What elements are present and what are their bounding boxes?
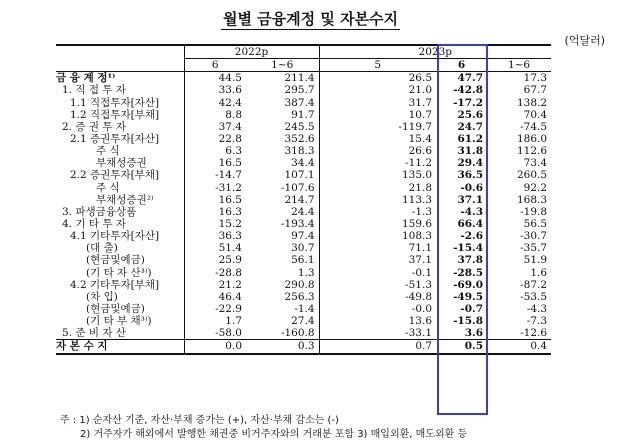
cell-value: 97.4	[291, 230, 315, 243]
cell-value: -49.5	[453, 290, 484, 303]
cell-value: 256.3	[284, 290, 315, 303]
cell-value: -51.3	[319, 279, 436, 291]
table-row	[56, 303, 551, 315]
cell-value: -30.7	[520, 230, 548, 243]
unit-label: (억달러)	[564, 34, 605, 47]
header-col: 1~6	[487, 59, 551, 72]
cell-value: -1.3	[319, 206, 436, 218]
table-row	[56, 218, 551, 230]
cell-value: 24.4	[291, 205, 315, 218]
cell-value: 71.1	[319, 242, 436, 254]
cell-value: -4.3	[460, 205, 484, 218]
cell-value: 24.7	[457, 120, 484, 133]
row-label: 2.1 증권투자[자산]	[70, 133, 160, 146]
cell-value: 16.5	[184, 157, 246, 169]
cell-value: 245.5	[284, 120, 315, 133]
row-label: 자 본 수 지	[56, 340, 184, 354]
row-label: (기 타 자 산³⁾)	[86, 266, 152, 279]
page-title: 월별 금융계정 및 자본수지	[222, 10, 399, 28]
cell-value: 15.2	[184, 218, 246, 230]
cell-value: 159.6	[319, 218, 436, 230]
table-row	[56, 279, 551, 291]
cell-value: 56.1	[291, 254, 315, 267]
header-col: 6	[436, 59, 487, 72]
cell-value: -87.2	[520, 278, 548, 291]
table-row	[56, 133, 551, 145]
cell-value: 17.3	[523, 72, 548, 85]
header-col: 5	[319, 59, 436, 72]
table-row	[56, 182, 551, 194]
cell-value: 113.3	[319, 194, 436, 206]
cell-value: 1.3	[297, 266, 315, 279]
header-blank	[56, 45, 184, 59]
cell-value: 26.5	[319, 72, 436, 85]
cell-value: 26.6	[319, 145, 436, 157]
table-row	[56, 327, 551, 340]
cell-value: 34.4	[291, 157, 315, 170]
cell-value: 37.8	[457, 254, 484, 267]
row-label: 4.2 기타투자[부채]	[70, 278, 160, 291]
cell-value: 1.6	[530, 266, 548, 279]
cell-value: -28.8	[184, 267, 246, 279]
table-row	[56, 109, 551, 121]
row-label: 4.1 기타투자[자산]	[70, 230, 160, 243]
cell-value: 25.9	[184, 254, 246, 266]
cell-value: -74.5	[520, 120, 548, 133]
cell-value: 8.8	[184, 109, 246, 121]
cell-value: 46.4	[184, 291, 246, 303]
cell-value: -15.8	[453, 315, 484, 328]
cell-value: 21.8	[319, 182, 436, 194]
cell-value: 51.4	[184, 242, 246, 254]
cell-value: 22.8	[184, 133, 246, 145]
cell-value: 1.7	[184, 315, 246, 327]
cell-value: -69.0	[453, 278, 484, 291]
row-label: (차 입)	[86, 290, 118, 303]
header-year-2022: 2022p	[184, 45, 319, 59]
table-row	[56, 194, 551, 206]
cell-value: 61.2	[457, 133, 484, 146]
row-label: 4. 기 타 투 자	[62, 218, 126, 231]
cell-value: 44.5	[184, 72, 246, 85]
cell-value: -0.0	[319, 303, 436, 315]
cell-value: -12.6	[487, 327, 551, 340]
cell-value: -0.7	[460, 303, 484, 316]
cell-value: -31.2	[184, 182, 246, 194]
cell-value: 21.2	[184, 279, 246, 291]
cell-value: 30.7	[291, 242, 315, 255]
row-label: 1. 직 접 투 자	[62, 84, 126, 97]
row-label: (기 타 부 채³⁾)	[86, 315, 152, 328]
table-row	[56, 291, 551, 303]
cell-value: -11.2	[319, 157, 436, 169]
row-label: (대 출)	[86, 242, 118, 255]
cell-value: 37.1	[319, 254, 436, 266]
cell-value: -119.7	[319, 121, 436, 133]
footnote-line: 주 : 1) 순자산 기준, 자산·부채 증가는 (+), 자산·부채 감소는 (-)	[60, 415, 339, 426]
cell-value: 70.4	[523, 108, 548, 121]
row-label: 2. 증 권 투 자	[62, 120, 126, 133]
cell-value: 33.6	[184, 84, 246, 96]
row-label: 1.2 직접투자[부채]	[70, 108, 160, 121]
cell-value: 56.5	[523, 218, 548, 231]
row-label: 주 식	[96, 181, 120, 194]
row-label: (현금및예금)	[86, 254, 145, 267]
row-label: (현금및예금)	[86, 303, 145, 316]
cell-value: 91.7	[291, 108, 315, 121]
cell-value: 31.7	[319, 97, 436, 109]
cell-value: -58.0	[184, 327, 246, 340]
cell-value: 36.3	[184, 230, 246, 242]
cell-value: 260.5	[516, 169, 548, 182]
row-label: 5. 준 비 자 산	[56, 327, 184, 340]
cell-value: -1.4	[294, 303, 315, 316]
financial-account-table	[56, 44, 551, 355]
table-row	[56, 230, 551, 242]
cell-value: 51.9	[523, 254, 548, 267]
cell-value: -22.9	[184, 303, 246, 315]
footnote-line: 2) 거주자가 해외에서 발행한 채권중 비거주자와의 거래분 포함 3) 매입외환, 매도외환 등	[80, 429, 468, 440]
table-row	[56, 121, 551, 133]
table-row	[56, 145, 551, 157]
cell-value: -15.4	[453, 242, 484, 255]
footnotes	[60, 414, 467, 442]
cell-value: 31.8	[457, 145, 484, 158]
cell-value: -28.5	[453, 266, 484, 279]
cell-value: 27.4	[291, 315, 315, 328]
cell-value: 73.4	[523, 157, 548, 170]
cell-value: 67.7	[523, 84, 548, 97]
cell-value: -7.3	[526, 315, 548, 328]
cell-value: 138.2	[516, 96, 548, 109]
cell-value: -107.6	[280, 181, 315, 194]
header-col: 6	[184, 59, 246, 72]
cell-value: 47.7	[457, 72, 484, 85]
cell-value: -42.8	[453, 84, 484, 97]
table-row	[56, 267, 551, 279]
cell-value: -19.8	[520, 205, 548, 218]
cell-value: 3.6	[436, 327, 487, 340]
cell-value: 37.1	[457, 193, 484, 206]
row-label: 부채성증권	[96, 157, 147, 170]
row-label: 3. 파생금융상품	[62, 205, 137, 218]
cell-value: 15.4	[319, 133, 436, 145]
table-row	[56, 242, 551, 254]
table-row	[56, 97, 551, 109]
header-col: 1~6	[246, 59, 319, 72]
cell-value: 16.3	[184, 206, 246, 218]
cell-value: 112.6	[516, 145, 548, 158]
cell-value: 107.1	[284, 169, 315, 182]
cell-value: -0.6	[460, 181, 484, 194]
row-label: 1.1 직접투자[자산]	[70, 96, 160, 109]
cell-value: 13.6	[319, 315, 436, 327]
cell-value: -33.1	[319, 327, 436, 340]
cell-value: 352.6	[284, 133, 315, 146]
cell-value: 29.4	[457, 157, 484, 170]
header-year-2023: 2023p	[319, 45, 551, 59]
cell-value: 36.5	[457, 169, 484, 182]
cell-value: 290.8	[284, 278, 315, 291]
cell-value: 0.3	[246, 340, 319, 354]
cell-value: 37.4	[184, 121, 246, 133]
cell-value: -49.8	[319, 291, 436, 303]
row-label: 금 융 계 정¹⁾	[56, 72, 116, 85]
cell-value: 318.3	[284, 145, 315, 158]
cell-value: 10.7	[319, 109, 436, 121]
cell-value: 186.0	[516, 133, 548, 146]
cell-value: 66.4	[457, 218, 484, 231]
cell-value: -53.5	[520, 290, 548, 303]
cell-value: 0.5	[436, 340, 487, 354]
cell-value: 295.7	[284, 84, 315, 97]
cell-value: -17.2	[453, 96, 484, 109]
table-row	[56, 315, 551, 327]
cell-value: -2.6	[460, 230, 484, 243]
cell-value: 135.0	[319, 169, 436, 181]
cell-value: 16.5	[184, 194, 246, 206]
cell-value: 6.3	[184, 145, 246, 157]
table-row	[56, 72, 551, 85]
table-row	[56, 169, 551, 181]
table-row	[56, 340, 551, 354]
cell-value: 25.6	[457, 108, 484, 121]
cell-value: -35.7	[520, 242, 548, 255]
cell-value: -4.3	[526, 303, 548, 316]
row-label: 부채성증권²⁾	[96, 193, 154, 206]
cell-value: 211.4	[284, 72, 315, 85]
cell-value: 214.7	[284, 193, 315, 206]
cell-value: -160.8	[246, 327, 319, 340]
cell-value: 42.4	[184, 97, 246, 109]
cell-value: -0.1	[319, 267, 436, 279]
header-blank	[56, 59, 184, 72]
table-row	[56, 84, 551, 96]
cell-value: -14.7	[184, 169, 246, 181]
cell-value: 108.3	[319, 230, 436, 242]
cell-value: 0.7	[319, 340, 436, 354]
table-row	[56, 254, 551, 266]
cell-value: -193.4	[280, 218, 315, 231]
table-row	[56, 157, 551, 169]
table-row	[56, 206, 551, 218]
cell-value: 21.0	[319, 84, 436, 96]
cell-value: 92.2	[523, 181, 548, 194]
cell-value: 0.0	[184, 340, 246, 354]
row-label: 주 식	[96, 145, 120, 158]
cell-value: 387.4	[284, 96, 315, 109]
cell-value: 0.4	[487, 340, 551, 354]
row-label: 2.2 증권투자[부채]	[70, 169, 160, 182]
cell-value: 168.3	[516, 193, 548, 206]
